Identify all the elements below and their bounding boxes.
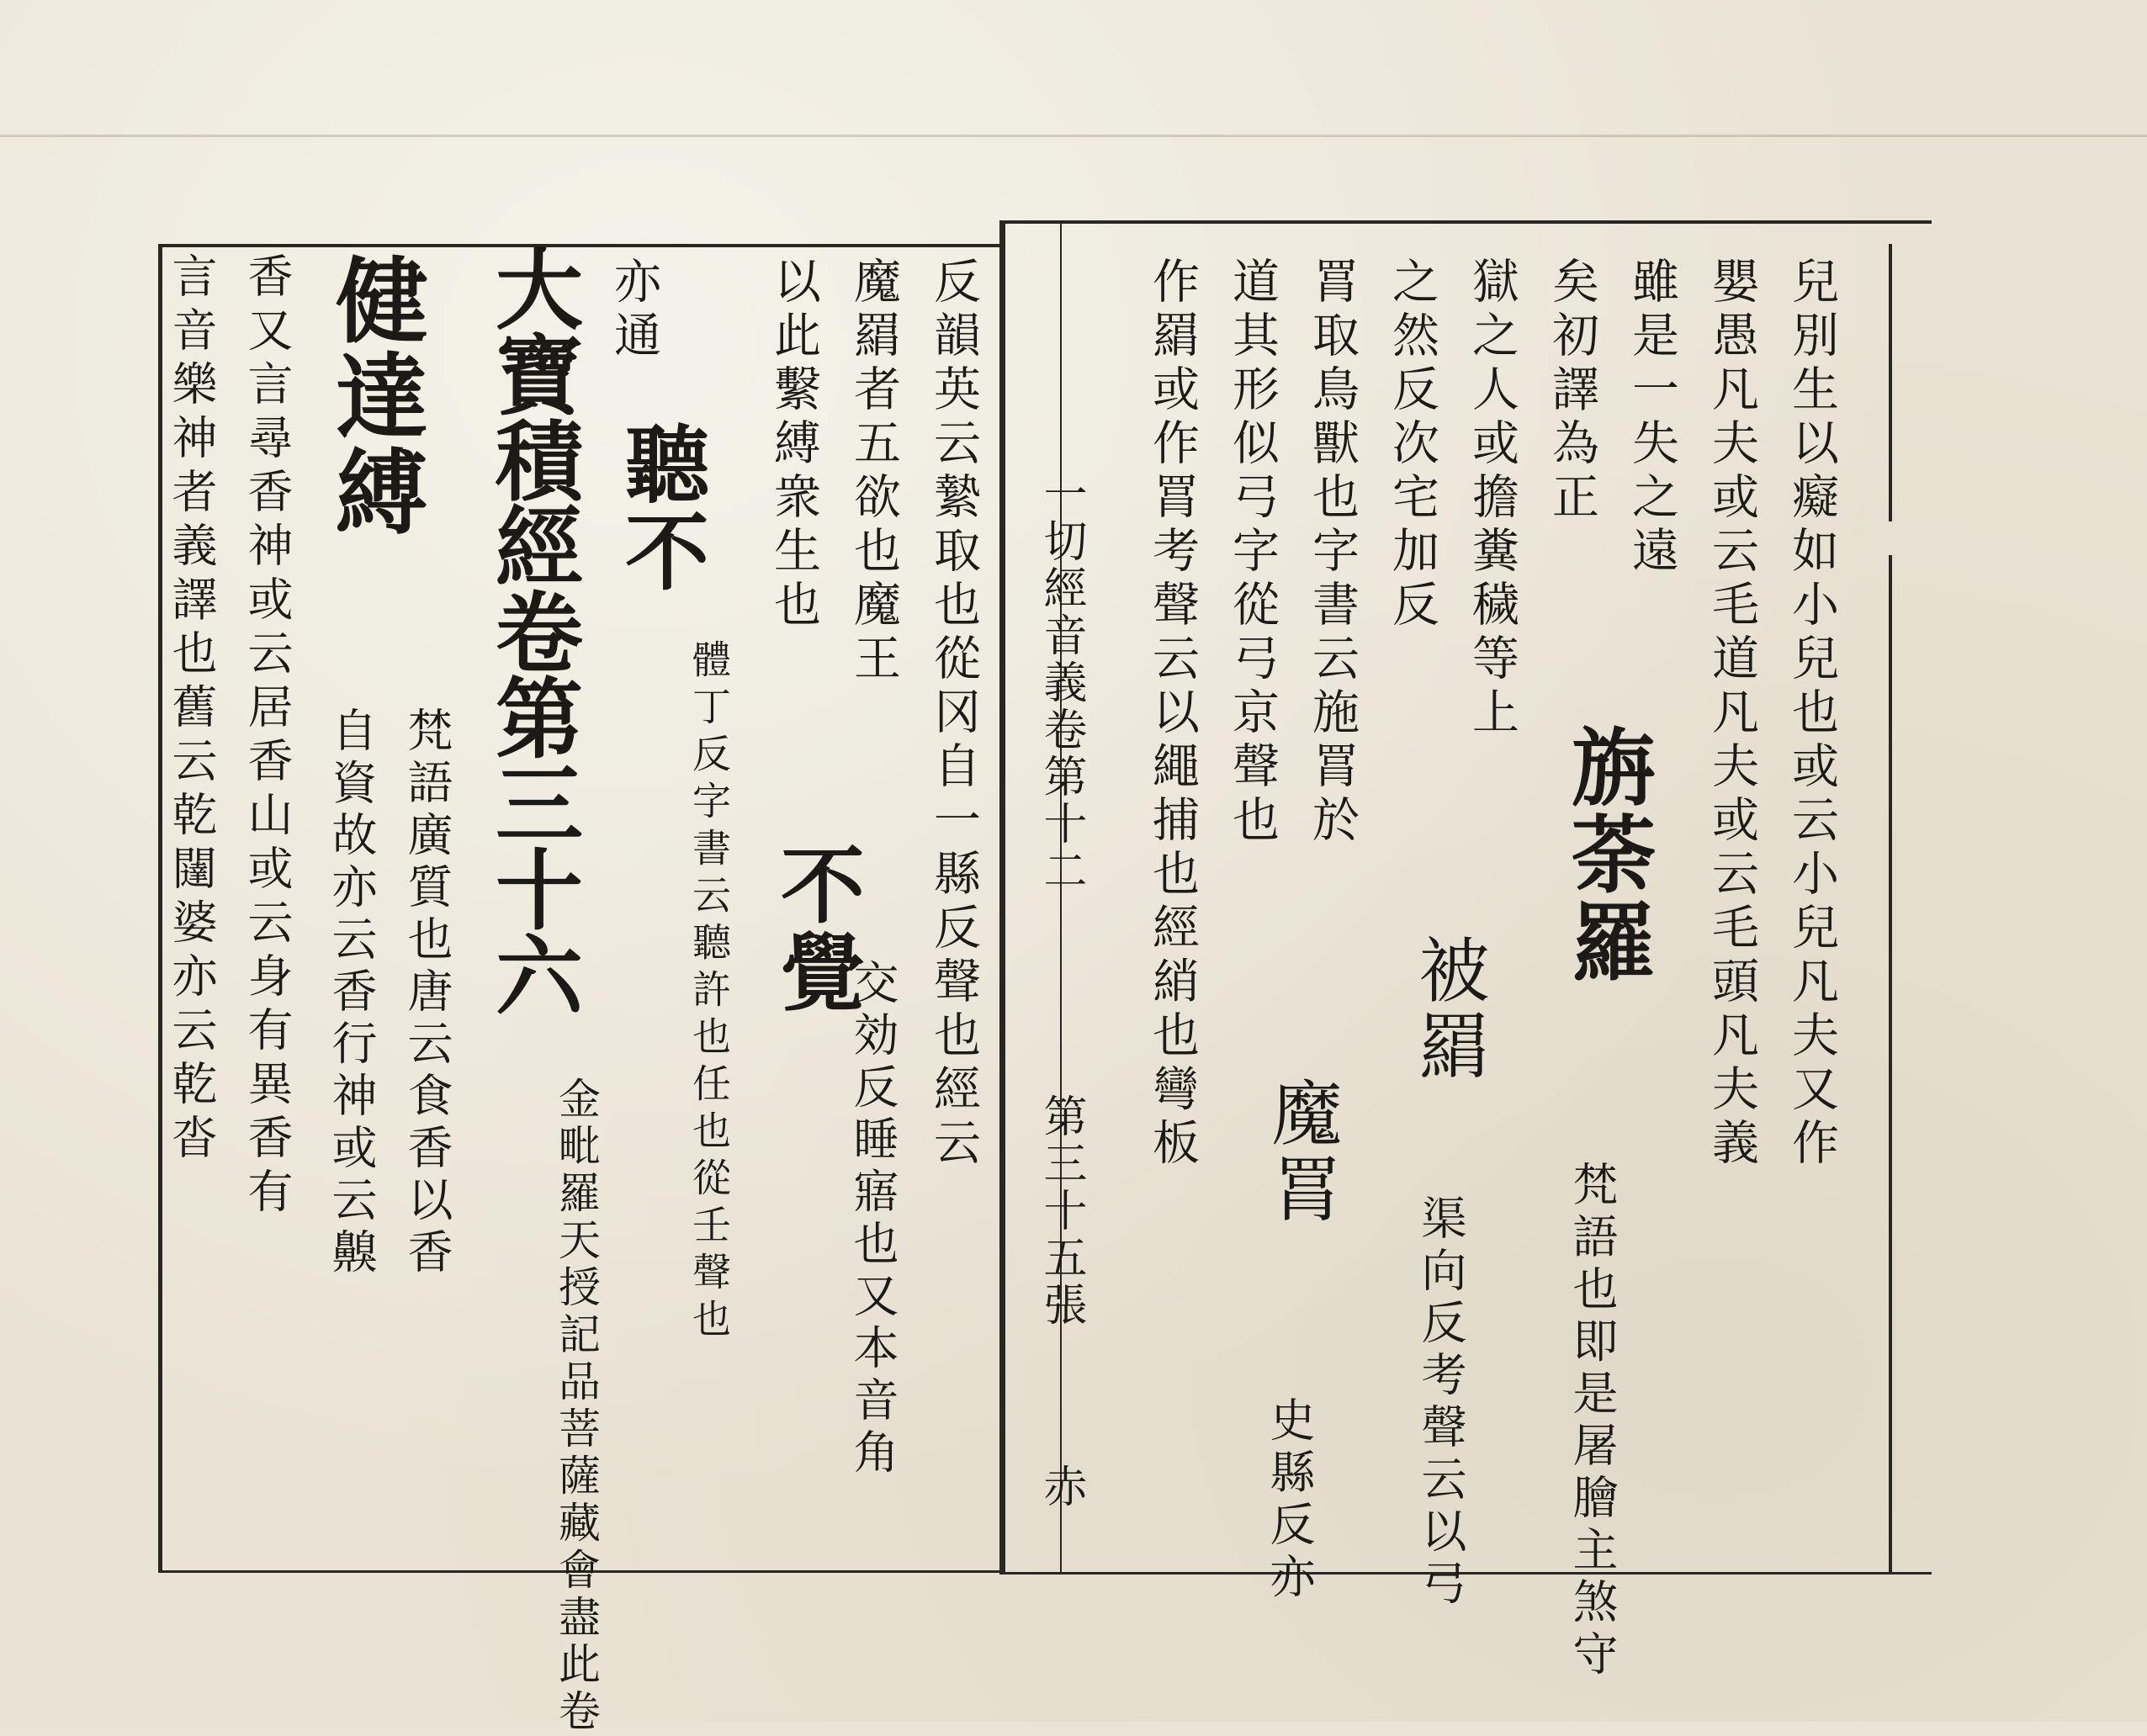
right-col-2: 嬰愚凡夫或云毛道凡夫或云毛頭凡夫義 bbox=[1704, 257, 1759, 1172]
right-col-4: 矣初譯為正 bbox=[1545, 257, 1599, 526]
gloss-mojuan: 史縣反亦 bbox=[1263, 1396, 1316, 1605]
right-col-9: 作羂或作罥考聲云以繩捕也經綃也彎板 bbox=[1145, 257, 1200, 1172]
volume-heading: 大寶積經卷第三十六 bbox=[480, 244, 584, 1016]
right-edge-line-2 bbox=[1889, 555, 1892, 1573]
left-col-1: 反韻英云縶取也從冈自一縣反聲也經云 bbox=[926, 257, 981, 1172]
center-page-number: 第三十五張 bbox=[1036, 1093, 1086, 1329]
headword-gandharva: 健達縛 bbox=[321, 252, 429, 540]
headword-candala: 旃荼羅 bbox=[1557, 723, 1657, 986]
left-col-4: 亦通 bbox=[607, 257, 661, 364]
entry-col-2: 自資故亦云香行神或云齅 bbox=[325, 707, 378, 1280]
right-col-3: 雖是一失之遠 bbox=[1625, 257, 1679, 580]
headword-tingbu: 聽不 bbox=[611, 421, 710, 595]
right-col-6: 之然反次宅加反 bbox=[1385, 257, 1439, 633]
right-col-8: 道其形似弓字從弓京聲也 bbox=[1225, 257, 1280, 849]
gloss-candala: 梵語也即是屠膾主煞守 bbox=[1566, 1161, 1619, 1682]
center-mark: 赤 bbox=[1036, 1463, 1086, 1511]
center-fold-line bbox=[1003, 220, 1005, 1575]
center-fold-line-2 bbox=[1060, 220, 1062, 1575]
gloss-bujue: 交効反睡寤也又本音角 bbox=[846, 959, 899, 1480]
headword-juan: 被羂 bbox=[1407, 934, 1490, 1085]
right-col-1: 兒別生以癡如小兒也或云小兒凡夫又作 bbox=[1784, 257, 1839, 1172]
headword-mojuan: 魔罥 bbox=[1260, 1077, 1343, 1228]
right-col-5: 獄之人或擔糞穢等上 bbox=[1465, 257, 1519, 741]
gloss-tingbu: 體丁反字書云聽許也任也從壬聲也 bbox=[687, 639, 732, 1346]
right-edge-line bbox=[1889, 244, 1892, 521]
entry-col-1: 梵語廣質也唐云食香以香 bbox=[400, 707, 453, 1280]
right-col-7: 罥取鳥獸也字書云施罥於 bbox=[1305, 257, 1360, 849]
headword-bujue: 不覺 bbox=[766, 841, 866, 1016]
entry-col-3: 香又言尋香神或云居香山或云身有異香有 bbox=[241, 252, 294, 1221]
gloss-juan: 渠向反考聲云以弓 bbox=[1414, 1194, 1467, 1612]
entry-col-4: 言音樂神者義譯也舊云乾闥婆亦云乾沓 bbox=[165, 252, 218, 1167]
left-col-3: 以此繫縛衆生也 bbox=[766, 257, 821, 633]
center-title: 一切經音義卷第十二 bbox=[1036, 471, 1086, 895]
volume-note: 金毗羅天授記品菩薩藏會盡此卷 bbox=[552, 1077, 601, 1736]
left-col-2: 魔羂者五欲也魔王 bbox=[846, 257, 901, 687]
paper-crease bbox=[0, 135, 2147, 137]
